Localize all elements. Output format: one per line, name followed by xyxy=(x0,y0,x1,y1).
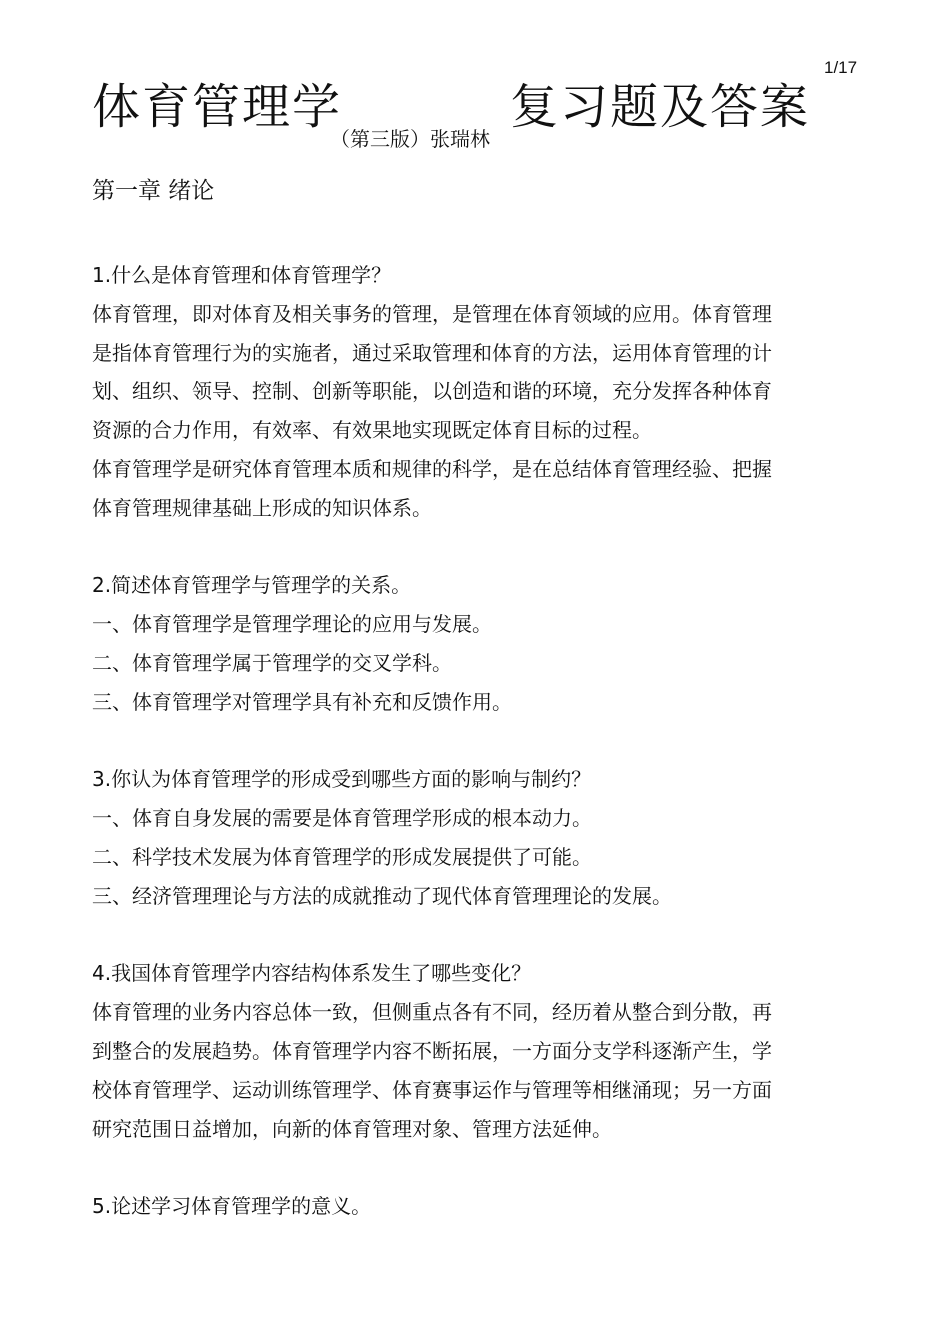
chapter-heading: 第一章 绪论 xyxy=(92,178,215,204)
answer-line: 体育管理的业务内容总体一致，但侧重点各有不同，经历着从整合到分散，再 xyxy=(92,1000,772,1025)
question-heading: 5.论述学习体育管理学的意义。 xyxy=(92,1194,372,1219)
answer-line: 三、体育管理学对管理学具有补充和反馈作用。 xyxy=(92,689,512,714)
answer-line: 到整合的发展趋势。体育管理学内容不断拓展，一方面分支学科逐渐产生，学 xyxy=(92,1038,772,1063)
answer-line: 体育管理规律基础上形成的知识体系。 xyxy=(92,495,432,520)
answer-line: 二、体育管理学属于管理学的交叉学科。 xyxy=(92,650,452,675)
document-body xyxy=(92,256,862,1226)
section-gap xyxy=(92,722,862,761)
answer-line: 划、组织、领导、控制、创新等职能，以创造和谐的环境，充分发挥各种体育 xyxy=(92,379,772,404)
answer-line: 研究范围日益增加，向新的体育管理对象、管理方法延伸。 xyxy=(92,1116,612,1141)
document-subtitle: （第三版）张瑞林 xyxy=(330,127,490,151)
section-gap xyxy=(92,528,862,567)
document-title-suffix: 复习题及答案 xyxy=(510,79,811,135)
answer-line: 一、体育自身发展的需要是体育管理学形成的根本动力。 xyxy=(92,806,592,831)
answer-line: 一、体育管理学是管理学理论的应用与发展。 xyxy=(92,612,492,637)
answer-line: 体育管理，即对体育及相关事务的管理，是管理在体育领域的应用。体育管理 xyxy=(92,301,772,326)
section-gap xyxy=(92,916,862,955)
question-heading: 2.简述体育管理学与管理学的关系。 xyxy=(92,573,412,598)
question-heading: 4.我国体育管理学内容结构体系发生了哪些变化？ xyxy=(92,961,532,986)
answer-line: 三、经济管理理论与方法的成就推动了现代体育管理理论的发展。 xyxy=(92,883,672,908)
document-title-main: 体育管理学 xyxy=(92,79,343,135)
answer-line: 体育管理学是研究体育管理本质和规律的科学，是在总结体育管理经验、把握 xyxy=(92,456,772,481)
answer-line: 二、科学技术发展为体育管理学的形成发展提供了可能。 xyxy=(92,844,592,869)
page-number: 1/17 xyxy=(824,58,858,77)
question-heading: 1.什么是体育管理和体育管理学？ xyxy=(92,263,392,287)
answer-line: 资源的合力作用，有效率、有效果地实现既定体育目标的过程。 xyxy=(92,418,652,443)
answer-line: 是指体育管理行为的实施者，通过采取管理和体育的方法，运用体育管理的计 xyxy=(92,340,772,365)
question-heading: 3.你认为体育管理学的形成受到哪些方面的影响与制约？ xyxy=(92,767,592,792)
section-gap xyxy=(92,1148,862,1187)
answer-line: 校体育管理学、运动训练管理学、体育赛事运作与管理等相继涌现；另一方面 xyxy=(92,1077,772,1102)
